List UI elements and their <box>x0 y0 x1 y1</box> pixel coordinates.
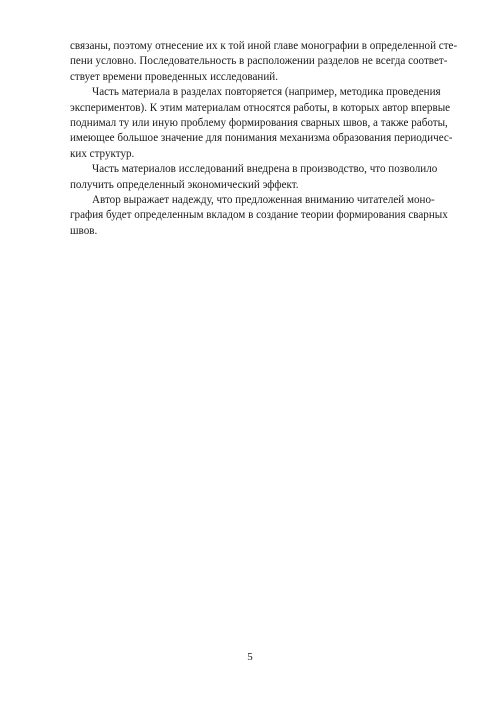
text-line: ких структур. <box>70 147 135 160</box>
text-line: получить определенный экономический эффект. <box>70 178 299 191</box>
text-line: имеющее большое значение для понимания механизма образования периодичес- <box>70 132 453 145</box>
text-line: ствует времени проведенных исследований. <box>70 70 278 83</box>
text-line: экспериментов). К этим материалам относятся работы, в которых автор впервые <box>70 101 451 114</box>
text-line: связаны, поэтому отнесение их к той иной главе монографии в определенной сте- <box>70 40 458 52</box>
body-text <box>70 39 458 239</box>
text-line: графия будет определенным вкладом в создание теории формирования сварных <box>70 209 448 222</box>
text-line: поднимал ту или иную проблему формирования сварных швов, а также работы, <box>70 117 448 130</box>
page-number: 5 <box>247 651 253 663</box>
text-line: Часть материалов исследований внедрена в производство, что позволило <box>92 163 438 176</box>
text-line: Часть материала в разделах повторяется (например, методика проведения <box>92 86 441 99</box>
text-line: пени условно. Последовательность в расположении разделов не всегда соответ- <box>70 55 448 68</box>
text-line: Автор выражает надежду, что предложенная вниманию читателей моно- <box>92 194 435 207</box>
text-line: швов. <box>70 224 98 237</box>
